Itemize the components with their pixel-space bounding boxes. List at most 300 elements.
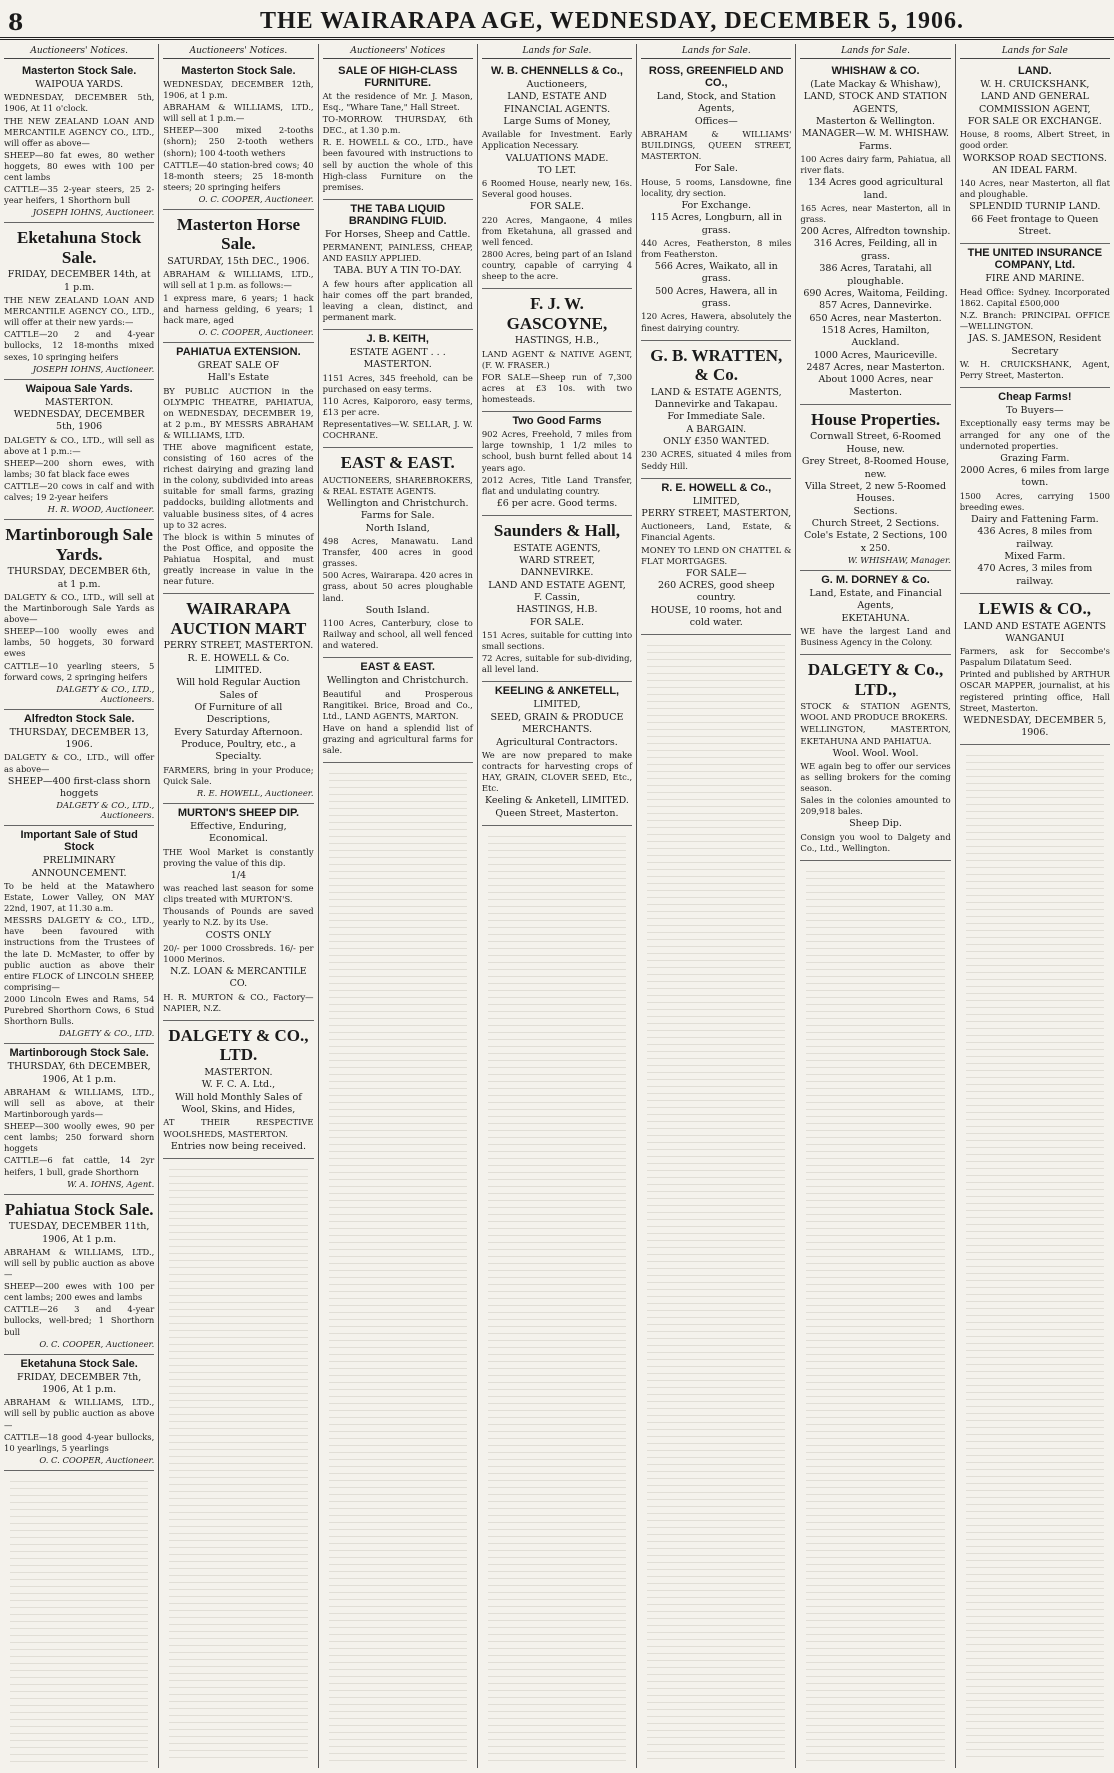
ad-heading: Two Good Farms [512,415,602,428]
ad-text: CATTLE—10 yearling steers, 5 forward cows, 2 springing heifers [4,660,155,682]
ad-text: H. R. MURTON & CO., Factory—NAPIER, N.Z. [163,991,314,1013]
ad-text: ESTATE AGENT . . . MASTERTON. [349,347,446,371]
ad-text: Have on hand a splendid list of grazing and agricultural farms for sale. [322,722,473,756]
dense-print-area [329,767,467,1762]
ad-text: WE have the largest Land and Business Agency in the Colony. [800,625,951,648]
ad-heading: R. E. HOWELL & Co., [661,481,772,494]
ad-text: LAND AGENT & NATIVE AGENT, (F. W. FRASER.) [481,348,633,370]
ad-text: 200 Acres, Alfredton township. [800,226,951,238]
ad-signature: H. R. WOOD, Auctioneer. [47,504,155,515]
ad-heading: Martinborough Sale Yards. [5,525,153,564]
ad-text: AT THEIR RESPECTIVE WOOLSHEDS, MASTERTON. [163,1117,314,1139]
ad-text: WAIPOUA YARDS. [35,79,124,90]
ad-text: 690 Acres, Waitoma, Feilding. [803,287,948,299]
ad-text: For Exchange. [681,199,752,211]
advertisement [4,1195,154,1355]
ad-text: LAND AND ESTATE AGENTS [963,620,1107,632]
ad-signature: DALGETY & CO., LTD., Auctioneers. [56,800,155,821]
ad-text: VALUATIONS MADE. [505,152,609,164]
column-2 [159,44,318,1768]
ad-text: ABRAHAM & WILLIAMS, LTD., will sell at 1 p.m.— [163,102,314,124]
ad-signature: DALGETY & CO., LTD., Auctioneers. [56,683,155,704]
ad-text: 1100 Acres, Canterbury, close to Railway and school, all well fenced and watered. [322,618,473,651]
dense-print-area [647,639,785,1762]
columns [0,44,1114,1768]
ad-text: was reached last season for some clips treated with MURTON'S. [163,883,314,905]
advertisement [163,62,313,210]
ad-text: Will hold Regular Auction Sales of [176,677,301,701]
ad-text: TO LET. [537,164,577,176]
ad-text: WARD STREET, DANNEVIRKE. [519,555,595,579]
ad-text: Sales in the colonies amounted to 209,918 bales. [800,795,951,817]
ad-text: LAND & ESTATE AGENTS, [650,386,782,398]
column-7 [956,44,1114,1768]
column-header: Auctioneers' Notices. [4,46,154,59]
ad-heading: Masterton Horse Sale. [176,214,301,254]
ad-text: 470 Acres, 3 miles from railway. [977,563,1093,587]
ad-text: Wool, Skins, and Hides, [181,1104,296,1116]
ad-text: The block is within 5 minutes of the Post Office, and opposite the Pahiatua Hospital, and must greatly increase in value in the near future. [163,531,314,587]
ad-text: 115 Acres, Longburn, all in grass. [650,212,782,236]
ad-text: SHEEP—80 fat ewes, 80 wether hoggets, 80 ewes with 100 per cent lambs [4,149,155,182]
ad-text: Will hold Monthly Sales of [175,1091,302,1103]
ad-text: LAND AND ESTATE AGENT, [488,579,626,591]
column-5 [637,44,796,1768]
ad-signature: R. E. HOWELL, Auctioneer. [196,787,314,798]
ad-text: LIMITED, [533,699,581,711]
ad-text: SHEEP—100 woolly ewes and lambs, 50 hoggets, 30 forward ewes [4,626,155,659]
ad-text: CATTLE—20 cows in calf and with calves; 19 2-year heifers [4,481,155,503]
ad-heading: SALE OF HIGH-CLASS FURNITURE. [338,65,458,89]
ad-text: FOR SALE. [529,616,585,628]
ad-text: To Buyers— [1006,405,1064,417]
ad-text: 436 Acres, 8 miles from railway. [977,526,1093,550]
column-header: Lands for Sale [960,46,1110,59]
ad-text: THURSDAY, DECEMBER 13, 1906. [9,726,149,751]
ad-text: At the residence of Mr. J. Mason, Esq., "Whare Tane," Hall Street. [322,91,473,113]
advertisement [800,62,950,405]
ad-text: For Horses, Sheep and Cattle. [324,228,471,240]
ad-text: Available for Investment. Early Application Necessary. [481,129,633,151]
ad-signature: O. C. COOPER, Auctioneer. [198,326,314,337]
ad-text: 1/4 [230,869,247,881]
advertisement [163,594,313,804]
ad-text: SHEEP—200 shorn ewes, with lambs; 30 fat black face ewes [4,457,155,479]
ad-heading: Eketahuna Stock Sale. [20,1357,138,1370]
ad-text: FOR SALE— [685,567,747,579]
ad-text: FOR SALE—Sheep run of 7,300 acres at £3 10s. with two homesteads. [481,371,633,405]
ad-text: THE NEW ZEALAND LOAN AND MERCANTILE AGENCY CO., LTD., will offer as above— [4,115,155,148]
ad-text: 66 Feet frontage to Queen Street. [971,213,1099,238]
ad-text: 440 Acres, Featherston, 8 miles from Featherston. [641,237,792,259]
dense-print-area [966,749,1104,1762]
ad-text: 2000 Lincoln Ewes and Rams, 54 Purebred Shorthorn Cows, 6 Stud Shorthorn Bulls. [4,993,155,1027]
advertisement [4,710,154,827]
ad-text: MASTERTON. [204,1067,273,1079]
column-3 [319,44,478,1768]
advertisement [4,62,154,223]
ad-text: HASTINGS, H.B. [516,604,598,616]
ad-text: 220 Acres, Mangaone, 4 miles from Eketahuna, all grassed and well fenced. [481,214,633,247]
advertisement [482,289,632,412]
ad-text: ABRAHAM & WILLIAMS, LTD., will sell as above, at their Martinborough yards— [4,1086,155,1120]
ad-text: 650 Acres, near Masterton. [809,312,942,324]
ad-text: ABRAHAM & WILLIAMS' BUILDINGS, QUEEN STREET, MASTERTON. [641,129,792,162]
ad-text: WE again beg to offer our services as selling brokers for the coming season. [800,760,951,794]
ad-text: 1500 Acres, carrying 1500 breeding ewes. [959,490,1110,512]
ad-text: Thousands of Pounds are saved yearly to N.Z. by its Use. [163,906,314,928]
ad-text: 316 Acres, Feilding, all in grass. [813,238,938,262]
column-4 [478,44,637,1768]
ad-text: Effective, Enduring, Economical. [190,820,287,845]
advertisement [4,520,154,710]
ad-text: MASTERTON. [45,396,114,408]
ad-text: THE above magnificent estate, consisting of 160 acres of the richest dairying and grazing land in the colony, subdivided into areas suitable for small farms, grazing paddocks, building allotments and valuable business sites, of 4 acres up to 32 acres. [163,442,314,530]
ad-text: Dairy and Fattening Farm. [971,513,1099,525]
dense-print-area [806,865,944,1762]
ad-heading: Important Sale of Stud Stock [20,829,138,854]
ad-text: WEDNESDAY, DECEMBER 12th, 1906, at 1 p.m. [163,79,314,101]
advertisement [4,826,154,1044]
ad-text: Exceptionally easy terms may be arranged for any one of the undernoted properties. [959,418,1110,451]
ad-text: LAND, ESTATE AND FINANCIAL AGENTS. [503,91,611,115]
ad-text: 230 ACRES, situated 4 miles from Seddy Hill. [641,449,792,471]
ad-text: A BARGAIN. [686,423,747,435]
ad-text: Dannevirke and Takapau. [654,399,778,411]
ad-text: CATTLE—20 2 and 4-year bullocks, 12 18-months mixed sexes, 10 springing heifers [4,329,155,362]
ad-text: Produce, Poultry, etc., a Specialty. [181,739,296,763]
column-header: Auctioneers' Notices. [163,46,313,59]
ad-text: PERRY STREET, MASTERTON. [163,640,314,652]
ad-text: 498 Acres, Manawatu. Land Transfer, 400 acres in good grasses. [322,536,473,569]
ad-text: 857 Acres, Dannevirke. [819,300,932,312]
ad-heading: LEWIS & CO., [978,598,1092,618]
ad-text: Church Street, 2 Sections. [811,517,940,529]
ad-text: ONLY £350 WANTED. [663,436,770,448]
ad-heading: G. M. DORNEY & Co. [821,573,930,586]
advertisement [482,62,632,289]
ad-text: LIMITED, [692,495,740,507]
ad-text: 902 Acres, Freehold, 7 miles from large township, 1 1/2 miles to school, bush burnt felled about 14 years ago. [481,429,633,473]
ad-signature: W. A. IOHNS, Agent. [67,1178,155,1189]
ad-heading: LAND. [1018,65,1052,77]
ad-text: Cornwall Street, 6-Roomed House, new. [810,431,942,455]
ad-text: Every Saturday Afternoon. [174,726,303,738]
ad-heading: Masterton Stock Sale. [181,65,296,77]
ad-text: R. E. HOWELL & CO., LTD., have been favoured with instructions to sell by auction the whole of this High-class Furniture on the premises. [322,137,473,192]
ad-heading: THE UNITED INSURANCE COMPANY, Ltd. [967,247,1103,272]
ad-text: BY PUBLIC AUCTION in the OLYMPIC THEATRE, PAHIATUA, on WEDNESDAY, DECEMBER 19, at 2 p.m., BY MESSRS ABRAHAM & WILLIAMS, LTD. [163,385,314,440]
ad-text: SEED, GRAIN & PRODUCE MERCHANTS. [490,711,624,736]
advertisement [960,62,1110,244]
ad-text: Auctioneers, [526,79,588,90]
ad-text: Wellington and Christchurch. [326,675,469,687]
ad-text: (Late Mackay & Whishaw), [810,79,941,90]
advertisement [482,412,632,516]
ad-text: 165 Acres, near Masterton, all in grass. [800,202,951,225]
ad-text: TO-MORROW. THURSDAY, 6th DEC., at 1.30 p.m. [322,114,473,136]
ad-heading: Martinborough Stock Sale. [9,1047,149,1060]
advertisement [323,448,473,658]
ad-text: THE NEW ZEALAND LOAN AND MERCANTILE AGENCY CO., LTD., will offer at their new yards:— [4,295,155,328]
ad-text: A few hours after application all hair comes off the part branded, leaving a clean, distinct, and permanent mark. [322,278,473,322]
advertisement [4,1355,154,1471]
ad-text: Masterton & Wellington. [816,116,936,128]
ad-text: Sheep Dip. [849,818,902,830]
ad-heading: MURTON'S SHEEP DIP. [177,806,300,819]
column-header: Lands for Sale. [482,46,632,59]
ad-text: LAND AND GENERAL COMMISSION AGENT, [979,91,1091,115]
advertisement [960,244,1110,388]
ad-text: Land, Stock, and Station Agents, [656,91,776,115]
ad-text: AUCTIONEERS, SHAREBROKERS, & REAL ESTATE AGENTS. [322,474,473,496]
ad-text: CATTLE—26 3 and 4-year bullocks, well-bred; 1 Shorthorn bull [4,1304,155,1337]
ad-text: FARMERS, bring in your Produce; Quick Sale. [163,764,314,786]
ad-heading: Alfredton Stock Sale. [23,712,135,725]
ad-text: Consign you wool to Dalgety and Co., Ltd., Wellington. [800,831,951,853]
ad-text: SHEEP—300 mixed 2-tooths (shorn); 250 2-tooth wethers (shorn); 100 4-tooth wethers [163,125,314,158]
ad-text: N.Z. LOAN & MERCANTILE CO. [170,966,307,990]
ad-heading: THE TABA LIQUID BRANDING FLUID. [348,202,447,227]
ad-text: Offices— [694,115,738,127]
ad-text: W. H. CRUICKSHANK, Agent, Perry Street, Masterton. [959,358,1110,380]
advertisement [482,682,632,825]
ad-signature: O. C. COOPER, Auctioneer. [198,193,314,204]
ad-signature: O. C. COOPER, Auctioneer. [39,1454,155,1465]
advertisement [4,1044,154,1194]
ad-text: Auctioneers, Land, Estate, & Financial Agents. [641,521,792,543]
ad-text: South Island. [365,604,430,616]
advertisement [800,655,950,861]
ad-text: 110 Acres, Kaipororo, easy terms, £13 per acre. [322,395,473,418]
ad-text: DALGETY & CO., LTD., will sell at the Martinborough Sale Yards as above— [4,592,155,625]
ad-text: WORKSOP ROAD SECTIONS. [962,152,1107,164]
ad-text: WEDNESDAY, DECEMBER 5th, 1906, At 11 o'clock. [4,92,155,114]
ad-text: ABRAHAM & WILLIAMS, LTD., will sell by public auction as above— [4,1246,155,1280]
ad-text: About 1000 Acres, near Masterton. [818,374,933,398]
ad-text: PERRY STREET, MASTERTON, [641,507,792,519]
dense-print-area [169,1163,307,1762]
ad-text: Sections. [853,505,898,517]
advertisement [4,380,154,521]
ad-text: Representatives—W. SELLAR, J. W. COCHRANE. [322,419,473,441]
ad-text: WEDNESDAY, DECEMBER 5, 1906. [963,714,1107,739]
ad-text: FRIDAY, DECEMBER 14th, at 1 p.m. [7,269,151,293]
ad-text: PRELIMINARY ANNOUNCEMENT. [31,855,127,879]
ad-heading: G. B. WRATTEN, & Co. [650,345,783,385]
column-header: Lands for Sale. [800,46,950,59]
ad-text: THURSDAY, DECEMBER 6th, at 1 p.m. [7,566,151,590]
ad-text: £6 per acre. Good terms. [496,497,618,509]
ad-text: R. E. HOWELL & Co. [187,652,290,664]
ad-text: Wool. Wool. Wool. [832,747,919,759]
ad-heading: WHISHAW & CO. [831,65,920,77]
ad-heading: WAIRARAPA AUCTION MART [170,599,307,638]
advertisement [163,343,313,594]
ad-text: Keeling & Anketell, LIMITED. [485,795,629,807]
ad-text: SHEEP—300 woolly ewes, 90 per cent lambs; 250 forward shorn hoggets [4,1121,155,1154]
ad-text: Farms for Sale. [360,510,435,522]
ad-text: Wellington and Christchurch. [326,498,469,510]
advertisement [323,330,473,448]
ad-heading: DALGETY & Co., LTD., [807,660,944,699]
ad-heading: EAST & EAST. [360,661,435,674]
ad-heading: Waipoua Sale Yards. [25,382,133,395]
ad-text: ABRAHAM & WILLIAMS, LTD., will sell by public auction as above— [4,1397,155,1430]
ad-heading: F. J. W. GASCOYNE, [506,294,608,333]
ad-text: 2487 Acres, near Masterton. [806,361,945,373]
dense-print-area [488,830,626,1762]
advertisement [641,479,791,636]
ad-text: FRIDAY, DECEMBER 7th, 1906, At 1 p.m. [17,1371,142,1395]
ad-text: DALGETY & CO., LTD., will offer as above— [4,752,155,774]
dense-print-area [10,1475,148,1762]
advertisement [323,658,473,763]
ad-text: Large Sums of Money, [503,116,611,128]
advertisement [323,62,473,200]
advertisement [323,200,473,330]
column-1 [0,44,159,1768]
ad-text: WEDNESDAY, DECEMBER 5th, 1906 [13,408,145,433]
ad-text: 140 Acres, near Masterton, all flat and ploughable. [959,178,1110,200]
ad-text: GREAT SALE OF [197,359,280,371]
ad-text: Agricultural Contractors. [496,736,618,748]
ad-heading: Pahiatua Stock Sale. [4,1199,154,1219]
ad-text: STOCK & STATION AGENTS, WOOL AND PRODUCE BROKERS. [800,701,951,723]
advertisement [163,1021,313,1159]
ad-text: THE Wool Market is constantly proving the value of this dip. [163,846,314,868]
ad-text: House, 5 rooms, Lansdowne, fine locality, dry section. [641,176,792,198]
ad-text: 1151 Acres, 345 freehold, can be purchased on easy terms. [322,372,473,394]
ad-text: CATTLE—6 fat cattle, 14 2yr heifers, 1 bull, grade Shorthorn [4,1155,155,1177]
ad-signature: DALGETY & CO., LTD. [58,1028,155,1039]
ad-text: TABA. BUY A TIN TO-DAY. [333,265,462,277]
ad-heading: Masterton Stock Sale. [21,65,137,77]
ad-text: Farmers, ask for Seccombe's Paspalum Dilatatum Seed. [959,646,1110,668]
ad-text: 1518 Acres, Hamilton, Auckland. [821,324,930,349]
ad-text: Mixed Farm. [1004,550,1066,562]
ad-text: 100 Acres dairy farm, Pahiatua, all river flats. [800,154,951,176]
ad-signature: JOSEPH IOHNS, Auctioneer. [32,207,155,218]
ad-text: EKETAHUNA. [841,612,910,624]
advertisement [482,516,632,682]
ad-text: Grazing Farm. [1000,452,1070,464]
ad-heading: Cheap Farms! [998,391,1072,404]
column-header: Lands for Sale. [641,46,791,59]
ad-text: DALGETY & CO., LTD., will sell as above at 1 p.m.:— [4,434,155,456]
ad-text: ABRAHAM & WILLIAMS, LTD., will sell at 1 p.m. as follows:— [163,269,314,291]
ad-text: House, 8 rooms, Albert Street, in good order. [959,129,1110,151]
ad-text: Beautiful and Prosperous Rangitikei. Brice, Broad and Co., Ltd., LAND AGENTS, MARTON. [322,688,473,721]
ad-text: W. H. CRUICKSHANK, [980,79,1090,90]
ad-signature: W. WHISHAW, Manager. [847,554,951,565]
ad-text: 72 Acres, suitable for sub-dividing, all level land. [481,653,633,675]
ad-text: Farms. [859,140,893,152]
advertisement [800,405,950,571]
ad-text: 2000 Acres, 6 miles from large town. [960,465,1110,489]
ad-text: WELLINGTON, MASTERTON, EKETAHUNA AND PAHIATUA. [800,724,951,746]
ad-text: MONEY TO LEND ON CHATTEL & FLAT MORTGAGES. [641,544,792,566]
ad-heading: EAST & EAST. [340,453,455,473]
ad-text: Of Furniture of all Descriptions, [194,702,283,726]
advertisement [4,223,154,379]
ad-text: 260 ACRES, good sheep country. [658,580,775,604]
ad-text: 120 Acres, Hawera, absolutely the finest dairying country. [641,311,792,333]
advertisement [800,571,950,655]
ad-text: 2800 Acres, being part of an Island country, capable of carrying 4 sheep to the acre. [481,249,633,282]
ad-text: 151 Acres, suitable for cutting into small sections. [481,630,633,652]
ad-text: LAND, STOCK AND STATION AGENTS, [803,91,948,115]
ad-heading: PAHIATUA EXTENSION. [176,345,301,358]
ad-text: SHEEP—400 first-class shorn hoggets [7,775,151,799]
ad-heading: DALGETY & CO., LTD. [168,1025,309,1065]
ad-text: For Immediate Sale. [667,411,766,423]
ad-text: ESTATE AGENTS, [513,542,601,554]
ad-text: 134 Acres good agricultural land. [808,177,944,201]
ad-signature: JOSEPH IOHNS, Auctioneer. [32,363,155,374]
ad-text: We are now prepared to make contracts for harvesting crops of HAY, GRAIN, CLOVER SEED, Etc., Etc. [481,749,633,794]
ad-text: W. F. C. A. Ltd., [201,1079,276,1091]
ad-text: For Sale. [694,163,738,175]
ad-text: N.Z. Branch: PRINCIPAL OFFICE—WELLINGTON. [959,310,1110,332]
advertisement [163,210,313,343]
advertisement [960,388,1110,594]
ad-text: PERMANENT, PAINLESS, CHEAP, AND EASILY APPLIED. [322,242,473,264]
newspaper-title: THE WAIRARAPA AGE, WEDNESDAY, DECEMBER 5, 1906. [260,8,965,34]
ad-text: Grey Street, 8-Roomed House, new. [801,456,950,480]
ad-text: F. Cassin, [533,592,580,604]
ad-heading: KEELING & ANKETELL, [494,685,620,698]
ad-text: Head Office: Sydney. Incorporated 1862. Capital £500,000 [959,286,1110,308]
column-6 [796,44,955,1768]
ad-text: CATTLE—35 2-year steers, 25 2-year heifers, 1 Shorthorn bull [4,184,155,206]
ad-heading: Eketahuna Stock Sale. [17,228,142,267]
ad-text: WANGANUI [1005,632,1065,644]
ad-text: SATURDAY, 15th DEC., 1906. [167,256,310,268]
ad-text: FOR SALE OR EXCHANGE. [967,116,1102,128]
ad-text: To be held at the Matawhero Estate, Lower Valley, ON MAY 22nd, 1907, at 11.30 a.m. [4,881,155,914]
ad-text: 6 Roomed House, nearly new, 16s. Several good houses. [481,178,633,200]
advertisement [960,594,1110,745]
advertisement [163,804,313,1021]
ad-text: Queen Street, Masterton. [495,807,619,819]
ad-heading: House Properties. [811,409,941,429]
ad-text: COSTS ONLY [205,929,272,941]
ad-text: CATTLE—18 good 4-year bullocks, 10 yearlings, 5 yearlings [4,1431,155,1453]
ad-text: MANAGER—W. M. WHISHAW. [802,128,950,140]
ad-text: Cole's Estate, 2 Sections, 100 x 250. [803,530,948,554]
ad-text: Land, Estate, and Financial Agents, [809,587,942,612]
ad-text: SPLENDID TURNIP LAND. [969,201,1101,213]
ad-text: JAS. S. JAMESON, Resident Secretary [968,333,1102,357]
ad-text: Entries now being received. [170,1140,306,1152]
ad-text: SHEEP—200 ewes with 100 per cent lambs; 200 ewes and lambs [4,1281,155,1303]
ad-text: 2012 Acres, Title Land Transfer, flat and undulating country. [481,474,633,496]
ad-text: 500 Acres, Hawera, all in grass. [655,285,778,310]
ad-text: CATTLE—40 station-bred cows; 40 18-month steers; 25 18-month steers; 20 springing heifers [163,159,314,192]
advertisement [641,62,791,341]
ad-signature: O. C. COOPER, Auctioneer. [39,1338,155,1349]
ad-text: Villa Street, 2 new 5-Roomed Houses. [805,480,947,505]
masthead [0,0,1114,40]
ad-heading: W. B. CHENNELLS & Co., [490,65,623,77]
ad-text: North Island, [365,522,430,534]
column-header: Auctioneers' Notices [323,46,473,59]
ad-text: LIMITED. [214,665,262,676]
ad-text: HASTINGS, H.B., [514,335,600,347]
ad-text: Printed and published by ARTHUR OSCAR MAPPER, journalist, at his registered printing office, Hall Street, Masterton. [959,669,1110,713]
ad-text: Hall's Estate [207,372,270,384]
